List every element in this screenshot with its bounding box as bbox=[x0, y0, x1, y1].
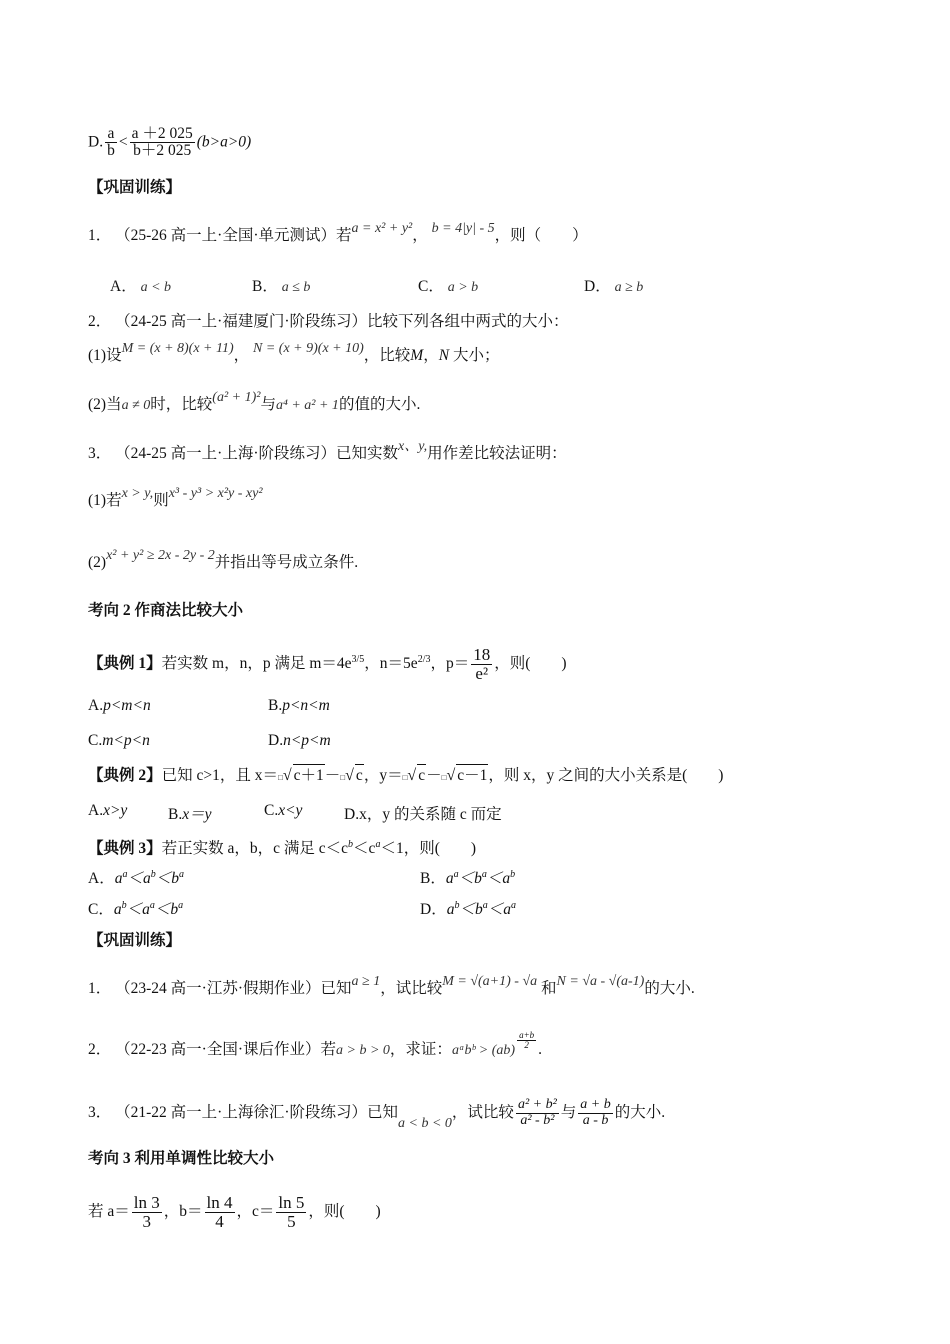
option-a: A． a < b bbox=[110, 278, 172, 295]
option-b: B.x＝y bbox=[168, 806, 212, 823]
option-label: D. bbox=[88, 133, 104, 151]
option-a: A.x>y bbox=[88, 802, 128, 819]
radical-sign: √ bbox=[446, 767, 456, 784]
section-heading: 考向 2 作商法比较大小 bbox=[88, 602, 244, 619]
option-b: B． a ≤ b bbox=[252, 278, 311, 295]
last-problem: 若 a＝ $\frac{\ln 3}{3}$ ，b＝ $\frac{\ln 4}{4}$ ，c＝ $\frac{\ln 5}{5}$ ，则( ) bbox=[88, 1193, 381, 1231]
radical-sign: √ bbox=[345, 767, 354, 784]
option-b: B.p<n<m bbox=[268, 697, 330, 714]
option-d: D． a ≥ b bbox=[584, 278, 644, 295]
section-heading: 考向 3 利用单调性比较大小 bbox=[88, 1150, 275, 1167]
condition: (b>a>0) bbox=[196, 133, 252, 151]
fraction-p: $\frac{18}{\text{e²}}$ bbox=[473, 645, 491, 683]
example-2: 【典例 2】已知 c>1，且 x＝□√ c＋1－□√ c，y＝□√ c－□√ c－1，则 x，y 之间的大小关系是( ) bbox=[88, 764, 723, 789]
problem-3-part-1: (1)若x > y,则x³ - y³ > x²y - xy² bbox=[88, 486, 263, 509]
option-c: C． a > b bbox=[418, 278, 479, 295]
section-heading: 【巩固训练】 bbox=[88, 932, 182, 949]
option-c: C.x<y bbox=[264, 802, 303, 819]
option-a: A．$a^a<a^b<b^a$ bbox=[88, 868, 184, 887]
option-d-line: D. $\frac{a}{b}$ < $\frac{a +2 025}{b+2 025}$ (b>a>0) bbox=[88, 125, 252, 160]
problem-3-part-2: (2)x² + y² ≥ 2x - 2y - 2并指出等号成立条件. bbox=[88, 548, 359, 571]
fraction-rhs: $\frac{a +2 025}{b+2 025}$ bbox=[131, 125, 193, 160]
math-expr: b = 4|y| - 5 bbox=[431, 221, 495, 236]
fraction-2: $\frac{a + b}{a - b}$ bbox=[580, 1097, 611, 1128]
problem-2-part-2: (2)当a ≠ 0时，比较(a² + 1)²与a⁴ + a² + 1的值的大小. bbox=[88, 390, 421, 413]
fraction-c: $\frac{\ln 5}{5}$ bbox=[278, 1193, 305, 1231]
radical-sign: √ bbox=[407, 767, 417, 784]
fraction-a-over-b: $\frac{a}{b}$ bbox=[107, 125, 115, 160]
option-d: D．$a^b<b^a<a^a$ bbox=[420, 899, 516, 918]
option-c: C．$a^b<a^a<b^a$ bbox=[88, 899, 184, 918]
training-3: 3． （21-22 高一上·上海徐汇·阶段练习）已知a < b < 0，试比较 $\frac{\text{a² + b²}}{\text{a² - b²}}$ 与 $\frac{a + b}{a - b}$ 的大小. bbox=[88, 1097, 666, 1131]
section-heading: 【巩固训练】 bbox=[88, 179, 182, 196]
fraction-a: $\frac{\ln 3}{3}$ bbox=[133, 1193, 160, 1231]
radical-sign: √ bbox=[282, 767, 292, 784]
training-1: 1． （23-24 高一·江苏·假期作业）已知a ≥ 1，试比较M = √(a+1) - √a 和N = √a - √(a-1)的大小. bbox=[88, 974, 695, 997]
example-1: 【典例 1】若实数 m，n，p 满足 $m=4e^{3/5}$，$n=5e^{2/3}$，p＝ $\frac{18}{\text{e²}}$ ，则( ) bbox=[88, 645, 567, 683]
problem-2-part-1: (1)设M = (x + 8)(x + 11)， N = (x + 9)(x + 10)，比较M，N 大小； bbox=[88, 341, 500, 364]
fraction-b: $\frac{\ln 4}{4}$ bbox=[206, 1193, 233, 1231]
example-3: 【典例 3】若正实数 a，b，c 满足 $c<c^b<c^a<1$，则( ) bbox=[88, 839, 477, 858]
option-d: D.n<p<m bbox=[268, 732, 331, 749]
option-b: B．$a^a<b^a<a^b$ bbox=[420, 868, 516, 887]
exponent-fraction: $\frac{a+b}{2}$ bbox=[519, 1029, 535, 1050]
fraction-1: $\frac{\text{a² + b²}}{\text{a² - b²}}$ bbox=[517, 1097, 557, 1128]
math-expr: a = x² + y² bbox=[351, 221, 413, 236]
problem-2: 2． （24-25 高一上·福建厦门·阶段练习）比较下列各组中两式的大小： bbox=[88, 313, 569, 330]
option-c: C.m<p<n bbox=[88, 732, 150, 749]
problem-1: 1． （25-26 高一上·全国·单元测试）若a = x² + y²， b = 4|y| - 5，则（ ） bbox=[88, 221, 588, 244]
option-d: D.x，y 的关系随 c 而定 bbox=[344, 806, 502, 823]
option-a: A.p<m<n bbox=[88, 697, 151, 714]
training-2: 2． （22-23 高一·全国·课后作业）若a > b > 0，求证：aᵃbᵇ > (ab) $\frac{a+b}{2}$ . bbox=[88, 1029, 543, 1058]
problem-3: 3． （24-25 高一上·上海·阶段练习）已知实数x、y,用作差比较法证明： bbox=[88, 439, 567, 462]
